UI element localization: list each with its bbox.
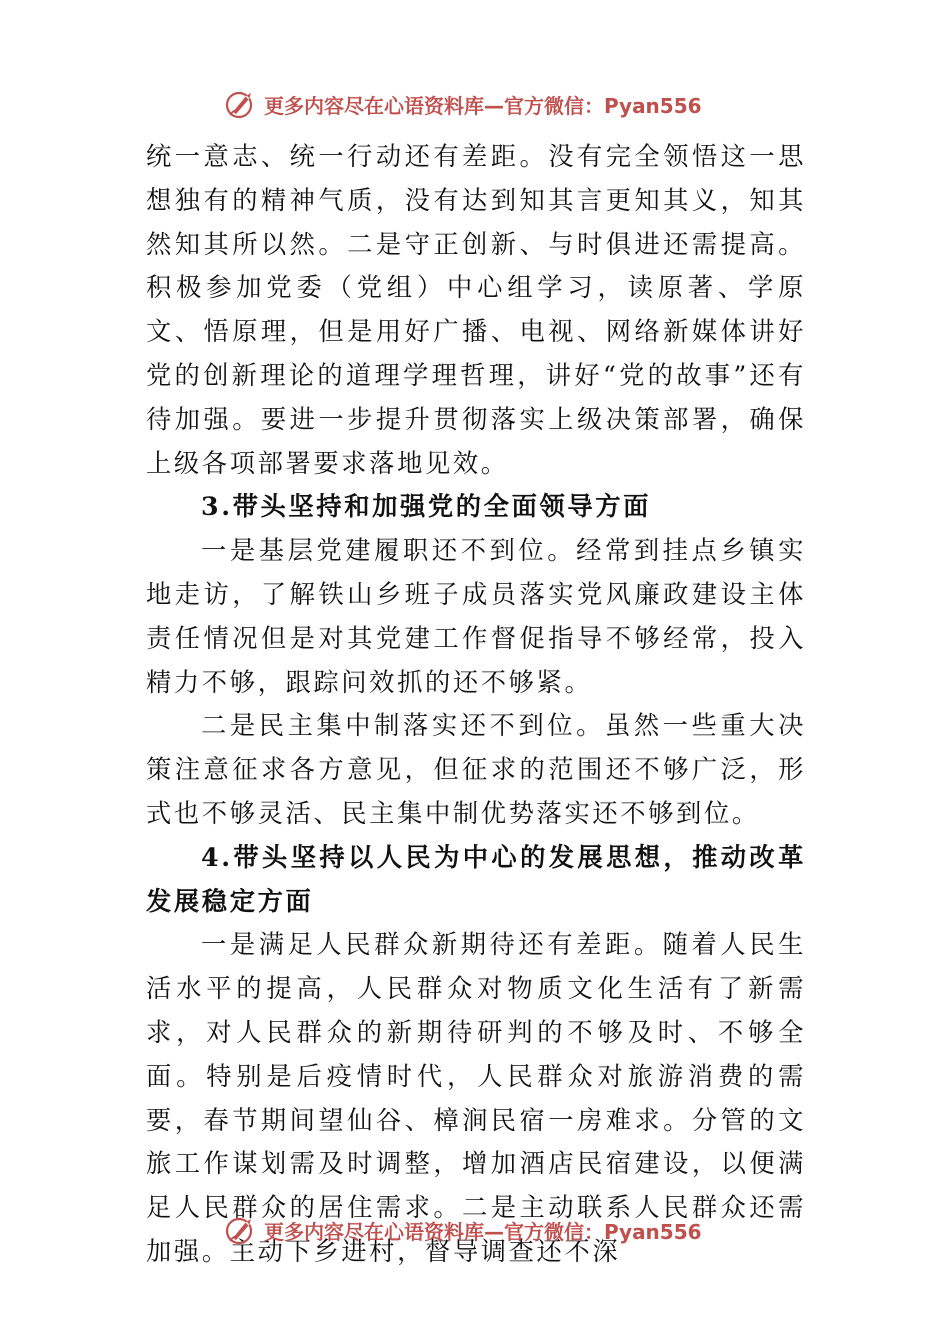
section-heading-3: 3.带头坚持和加强党的全面领导方面 — [201, 491, 652, 522]
pen-nib-logo-icon — [224, 87, 258, 121]
pen-nib-logo-icon — [224, 1213, 258, 1247]
header-watermark-text: 更多内容尽在心语资料库—官方微信：Pyan556 — [264, 93, 702, 118]
paragraph-people-centered: 一是满足人民群众新期待还有差距。随着人民生活水平的提高，人民群众对物质文化生活有了新需求，对人民群众的新期待研判的不够及时、不够全面。特别是后疫情时代，人民群众对旅游消费的需要，春节期间望仙谷、樟涧民宿一房难求。分管的文旅工作谋划需及时调整，增加酒店民宿建设，以便满足人民群众的居住需求。二是主动联系人民群众还需加强。主动下乡进村，督导调查还不深 — [146, 930, 806, 1266]
paragraph-grassroots-party-building: 一是基层党建履职还不到位。经常到挂点乡镇实地走访，了解铁山乡班子成员落实党风廉政建设主体责任情况但是对其党建工作督促指导不够经常，投入精力不够，跟踪问效抓的还不够紧。 — [146, 536, 806, 697]
paragraph-democratic-centralism: 二是民主集中制落实还不到位。虽然一些重大决策注意征求各方意见，但征求的范围还不够广泛，形式也不够灵活、民主集中制优势落实还不够到位。 — [146, 711, 806, 828]
section-heading-4: 4.带头坚持以人民为中心的发展思想，推动改革发展稳定方面 — [146, 841, 806, 916]
footer-watermark-banner — [224, 1210, 744, 1250]
footer-watermark-text: 更多内容尽在心语资料库—官方微信：Pyan556 — [264, 1219, 702, 1244]
header-watermark-banner — [224, 84, 744, 124]
document-body — [146, 135, 806, 1274]
paragraph-continued: 统一意志、统一行动还有差距。没有完全领悟这一思想独有的精神气质，没有达到知其言更知其义，知其然知其所以然。二是守正创新、与时俱进还需提高。积极参加党委（党组）中心组学习，读原著、学原文、悟原理，但是用好广播、电视、网络新媒体讲好党的创新理论的道理学理哲理，讲好“党的故事”还有待加强。要进一步提升贯彻落实上级决策部署，确保上级各项部署要求落地见效。 — [146, 142, 806, 478]
